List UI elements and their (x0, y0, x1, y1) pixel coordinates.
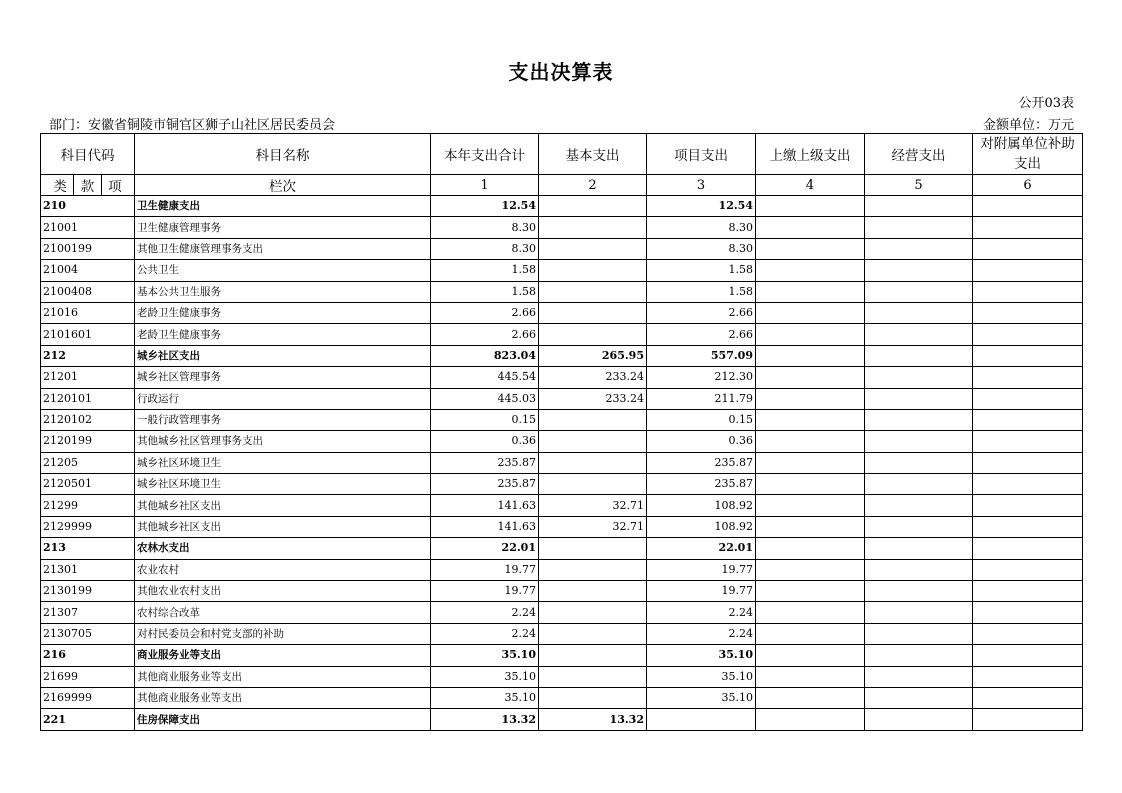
cell-name: 商业服务业等支出 (135, 645, 431, 666)
cell-business (865, 196, 973, 217)
cell-basic (539, 538, 647, 559)
cell-name: 行政运行 (135, 388, 431, 409)
table-body (41, 196, 1083, 731)
cell-total: 0.15 (431, 409, 539, 430)
header-business: 经营支出 (865, 134, 973, 175)
cell-project: 212.30 (647, 367, 756, 388)
cell-basic: 265.95 (539, 345, 647, 366)
cell-code: 216 (41, 645, 135, 666)
cell-total: 1.58 (431, 281, 539, 302)
cell-code: 221 (41, 709, 135, 730)
cell-name: 其他卫生健康管理事务支出 (135, 238, 431, 259)
cell-business (865, 602, 973, 623)
cell-business (865, 538, 973, 559)
cell-basic (539, 324, 647, 345)
table-row (41, 281, 1083, 302)
subheader-kuan: 款 (73, 175, 100, 195)
cell-upper (756, 217, 865, 238)
cell-name: 农村综合改革 (135, 602, 431, 623)
cell-upper (756, 559, 865, 580)
cell-business (865, 645, 973, 666)
cell-total: 2.66 (431, 302, 539, 323)
cell-upper (756, 345, 865, 366)
cell-total: 35.10 (431, 687, 539, 708)
cell-name: 城乡社区支出 (135, 345, 431, 366)
cell-business (865, 431, 973, 452)
cell-subsidy (973, 623, 1083, 644)
cell-upper (756, 196, 865, 217)
cell-project: 35.10 (647, 645, 756, 666)
header-basic: 基本支出 (539, 134, 647, 175)
cell-business (865, 302, 973, 323)
cell-basic (539, 559, 647, 580)
cell-upper (756, 666, 865, 687)
cell-upper (756, 260, 865, 281)
cell-project: 35.10 (647, 666, 756, 687)
cell-basic (539, 281, 647, 302)
cell-subsidy (973, 431, 1083, 452)
cell-code: 2169999 (41, 687, 135, 708)
subheader-category (41, 175, 135, 196)
cell-subsidy (973, 452, 1083, 473)
table-row (41, 345, 1083, 366)
cell-code: 21307 (41, 602, 135, 623)
cell-total: 2.66 (431, 324, 539, 345)
cell-code: 210 (41, 196, 135, 217)
cell-name: 公共卫生 (135, 260, 431, 281)
cell-total: 2.24 (431, 623, 539, 644)
cell-project: 2.24 (647, 602, 756, 623)
table-row (41, 581, 1083, 602)
table-row (41, 238, 1083, 259)
cell-total: 235.87 (431, 452, 539, 473)
cell-subsidy (973, 367, 1083, 388)
cell-subsidy (973, 324, 1083, 345)
cell-name: 城乡社区管理事务 (135, 367, 431, 388)
cell-project: 235.87 (647, 452, 756, 473)
subheader-col-1: 1 (431, 175, 539, 196)
cell-project: 108.92 (647, 516, 756, 537)
cell-business (865, 687, 973, 708)
cell-total: 0.36 (431, 431, 539, 452)
table-row (41, 709, 1083, 730)
form-number: 公开03表 (1018, 96, 1074, 111)
cell-code: 2130199 (41, 581, 135, 602)
cell-code: 21699 (41, 666, 135, 687)
cell-project: 2.66 (647, 324, 756, 345)
cell-subsidy (973, 495, 1083, 516)
cell-upper (756, 474, 865, 495)
table-row (41, 196, 1083, 217)
cell-project: 19.77 (647, 581, 756, 602)
cell-name: 城乡社区环境卫生 (135, 474, 431, 495)
table-row (41, 687, 1083, 708)
cell-upper (756, 516, 865, 537)
cell-subsidy (973, 281, 1083, 302)
subheader-xiang: 项 (101, 175, 128, 195)
cell-project: 2.66 (647, 302, 756, 323)
table-row (41, 645, 1083, 666)
cell-business (865, 516, 973, 537)
cell-name: 一般行政管理事务 (135, 409, 431, 430)
cell-upper (756, 687, 865, 708)
cell-basic (539, 431, 647, 452)
cell-upper (756, 602, 865, 623)
cell-basic (539, 260, 647, 281)
cell-name: 城乡社区环境卫生 (135, 452, 431, 473)
cell-business (865, 281, 973, 302)
cell-business (865, 260, 973, 281)
table-row (41, 666, 1083, 687)
cell-business (865, 324, 973, 345)
cell-project: 12.54 (647, 196, 756, 217)
cell-business (865, 666, 973, 687)
cell-business (865, 623, 973, 644)
cell-upper (756, 452, 865, 473)
cell-code: 21299 (41, 495, 135, 516)
cell-code: 21201 (41, 367, 135, 388)
cell-basic (539, 217, 647, 238)
cell-subsidy (973, 345, 1083, 366)
cell-basic (539, 302, 647, 323)
cell-code: 21301 (41, 559, 135, 580)
page-title: 支出决算表 (508, 60, 614, 84)
cell-subsidy (973, 260, 1083, 281)
cell-project: 211.79 (647, 388, 756, 409)
cell-name: 其他城乡社区支出 (135, 495, 431, 516)
table-row (41, 495, 1083, 516)
cell-basic: 233.24 (539, 367, 647, 388)
cell-name: 老龄卫生健康事务 (135, 324, 431, 345)
cell-basic (539, 687, 647, 708)
cell-business (865, 345, 973, 366)
header-name: 科目名称 (135, 134, 431, 175)
table-row (41, 367, 1083, 388)
cell-project: 1.58 (647, 260, 756, 281)
cell-business (865, 581, 973, 602)
subheader-col-5: 5 (865, 175, 973, 196)
cell-total: 13.32 (431, 709, 539, 730)
cell-project: 19.77 (647, 559, 756, 580)
cell-subsidy (973, 516, 1083, 537)
table-row (41, 538, 1083, 559)
cell-subsidy (973, 196, 1083, 217)
cell-total: 235.87 (431, 474, 539, 495)
cell-upper (756, 367, 865, 388)
cell-business (865, 474, 973, 495)
cell-code: 2120101 (41, 388, 135, 409)
cell-name: 卫生健康管理事务 (135, 217, 431, 238)
cell-subsidy (973, 645, 1083, 666)
header-upper: 上缴上级支出 (756, 134, 865, 175)
cell-subsidy (973, 238, 1083, 259)
cell-code: 2100199 (41, 238, 135, 259)
table-row (41, 431, 1083, 452)
cell-upper (756, 281, 865, 302)
subheader-col-3: 3 (647, 175, 756, 196)
cell-subsidy (973, 602, 1083, 623)
cell-subsidy (973, 388, 1083, 409)
cell-upper (756, 623, 865, 644)
cell-code: 2130705 (41, 623, 135, 644)
cell-code: 21205 (41, 452, 135, 473)
cell-code: 2100408 (41, 281, 135, 302)
header-subsidy: 对附属单位补助支出 (973, 134, 1083, 175)
cell-subsidy (973, 302, 1083, 323)
cell-total: 823.04 (431, 345, 539, 366)
cell-basic (539, 602, 647, 623)
cell-basic (539, 623, 647, 644)
cell-name: 对村民委员会和村党支部的补助 (135, 623, 431, 644)
cell-name: 卫生健康支出 (135, 196, 431, 217)
cell-name: 农业农村 (135, 559, 431, 580)
cell-upper (756, 238, 865, 259)
cell-project: 35.10 (647, 687, 756, 708)
cell-upper (756, 302, 865, 323)
cell-subsidy (973, 538, 1083, 559)
cell-project: 0.15 (647, 409, 756, 430)
cell-business (865, 452, 973, 473)
subheader-row (41, 175, 1083, 196)
table-row (41, 602, 1083, 623)
cell-subsidy (973, 666, 1083, 687)
cell-upper (756, 709, 865, 730)
cell-name: 农林水支出 (135, 538, 431, 559)
cell-business (865, 709, 973, 730)
cell-total: 1.58 (431, 260, 539, 281)
cell-business (865, 217, 973, 238)
cell-basic (539, 452, 647, 473)
subheader-col-2: 2 (539, 175, 647, 196)
cell-total: 19.77 (431, 581, 539, 602)
table-row (41, 623, 1083, 644)
cell-business (865, 238, 973, 259)
cell-code: 212 (41, 345, 135, 366)
table-row (41, 388, 1083, 409)
cell-total: 35.10 (431, 666, 539, 687)
cell-basic (539, 474, 647, 495)
cell-total: 141.63 (431, 516, 539, 537)
cell-basic (539, 581, 647, 602)
cell-basic (539, 666, 647, 687)
cell-basic: 32.71 (539, 495, 647, 516)
cell-code: 2101601 (41, 324, 135, 345)
cell-project (647, 709, 756, 730)
cell-name: 其他农业农村支出 (135, 581, 431, 602)
table-row (41, 452, 1083, 473)
header-total: 本年支出合计 (431, 134, 539, 175)
cell-code: 21001 (41, 217, 135, 238)
cell-code: 2129999 (41, 516, 135, 537)
subheader-col-4: 4 (756, 175, 865, 196)
cell-name: 其他城乡社区支出 (135, 516, 431, 537)
cell-project: 0.36 (647, 431, 756, 452)
cell-code: 21004 (41, 260, 135, 281)
header-row (41, 134, 1083, 175)
cell-subsidy (973, 687, 1083, 708)
header-code: 科目代码 (41, 134, 135, 175)
cell-upper (756, 324, 865, 345)
cell-business (865, 388, 973, 409)
header-project: 项目支出 (647, 134, 756, 175)
cell-basic (539, 409, 647, 430)
cell-total: 8.30 (431, 217, 539, 238)
amount-unit-label: 金额单位：万元 (982, 118, 1074, 133)
cell-name: 其他城乡社区管理事务支出 (135, 431, 431, 452)
cell-basic: 32.71 (539, 516, 647, 537)
cell-upper (756, 581, 865, 602)
cell-subsidy (973, 559, 1083, 580)
table-row (41, 559, 1083, 580)
cell-project: 1.58 (647, 281, 756, 302)
expenditure-table (40, 133, 1083, 731)
cell-total: 22.01 (431, 538, 539, 559)
cell-name: 基本公共卫生服务 (135, 281, 431, 302)
cell-business (865, 559, 973, 580)
cell-subsidy (973, 217, 1083, 238)
cell-project: 2.24 (647, 623, 756, 644)
subheader-lei: 类 (53, 179, 67, 195)
cell-basic (539, 645, 647, 666)
subheader-lanci: 栏次 (135, 175, 431, 196)
cell-name: 其他商业服务业等支出 (135, 666, 431, 687)
cell-code: 21016 (41, 302, 135, 323)
cell-total: 445.03 (431, 388, 539, 409)
cell-subsidy (973, 409, 1083, 430)
cell-subsidy (973, 709, 1083, 730)
cell-upper (756, 431, 865, 452)
cell-name: 其他商业服务业等支出 (135, 687, 431, 708)
cell-code: 2120501 (41, 474, 135, 495)
cell-code: 2120199 (41, 431, 135, 452)
cell-project: 22.01 (647, 538, 756, 559)
cell-business (865, 409, 973, 430)
department-label: 部门：安徽省铜陵市铜官区狮子山社区居民委员会 (49, 118, 336, 133)
cell-code: 2120102 (41, 409, 135, 430)
cell-total: 35.10 (431, 645, 539, 666)
cell-basic (539, 238, 647, 259)
cell-business (865, 495, 973, 516)
table-row (41, 474, 1083, 495)
cell-total: 12.54 (431, 196, 539, 217)
cell-subsidy (973, 474, 1083, 495)
cell-upper (756, 538, 865, 559)
subheader-col-6: 6 (973, 175, 1083, 196)
table-row (41, 302, 1083, 323)
cell-basic: 233.24 (539, 388, 647, 409)
cell-project: 108.92 (647, 495, 756, 516)
cell-name: 住房保障支出 (135, 709, 431, 730)
table-row (41, 324, 1083, 345)
cell-subsidy (973, 581, 1083, 602)
table-row (41, 516, 1083, 537)
table-row (41, 260, 1083, 281)
cell-project: 8.30 (647, 217, 756, 238)
table-row (41, 217, 1083, 238)
cell-project: 235.87 (647, 474, 756, 495)
cell-project: 557.09 (647, 345, 756, 366)
cell-basic (539, 196, 647, 217)
cell-business (865, 367, 973, 388)
cell-basic: 13.32 (539, 709, 647, 730)
cell-total: 141.63 (431, 495, 539, 516)
table-row (41, 409, 1083, 430)
cell-upper (756, 645, 865, 666)
cell-project: 8.30 (647, 238, 756, 259)
cell-total: 8.30 (431, 238, 539, 259)
cell-total: 19.77 (431, 559, 539, 580)
cell-upper (756, 388, 865, 409)
cell-code: 213 (41, 538, 135, 559)
cell-upper (756, 409, 865, 430)
cell-upper (756, 495, 865, 516)
cell-total: 445.54 (431, 367, 539, 388)
cell-total: 2.24 (431, 602, 539, 623)
cell-name: 老龄卫生健康事务 (135, 302, 431, 323)
